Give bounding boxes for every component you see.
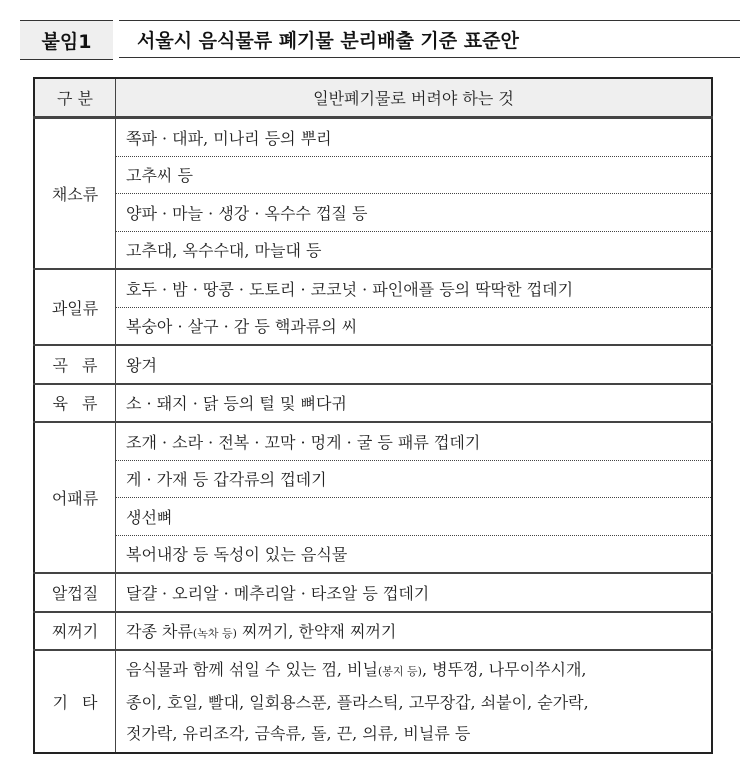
document-title-bar: [20, 20, 720, 60]
table-cell-item: 조개 · 소라 · 전복 · 꼬막 · 멍게 · 굴 등 패류 껍데기: [116, 422, 713, 460]
item-note: (녹차 등): [192, 627, 237, 641]
item-text: 음식물과 함께 섞일 수 있는 껌, 비닐: [126, 660, 378, 679]
table-cell-item: 복숭아 · 살구 · 감 등 핵과류의 씨: [116, 307, 713, 345]
table-row: [34, 118, 712, 157]
table-row: [34, 535, 712, 573]
category-grains: 곡류: [34, 345, 116, 384]
item-line: 젓가락, 유리조각, 금속류, 돌, 끈, 의류, 비닐류 등: [126, 724, 471, 743]
table-cell-item: 고추대, 옥수수대, 마늘대 등: [116, 231, 713, 269]
table-row: [34, 650, 712, 753]
table-row: [34, 612, 712, 651]
item-text: 찌꺼기, 한약재 찌꺼기: [236, 622, 397, 642]
table-row: [34, 460, 712, 498]
item-line: [126, 654, 711, 687]
category-seafood: 어패류: [34, 422, 116, 573]
table-row: [34, 231, 712, 269]
table-row: [34, 307, 712, 345]
table-cell-item: 양파 · 마늘 · 생강 · 옥수수 껍질 등: [116, 194, 713, 232]
table-header-row: [34, 78, 712, 118]
table-row: [34, 384, 712, 423]
table-row: [34, 498, 712, 536]
item-line: 종이, 호일, 빨대, 일회용스푼, 플라스틱, 고무장갑, 쇠붙이, 숟가락,: [126, 693, 589, 712]
header-category: 구 분: [34, 78, 116, 118]
table-cell-item: 왕겨: [116, 345, 713, 384]
table-row: [34, 194, 712, 232]
table-row: [34, 269, 712, 307]
category-fruits: 과일류: [34, 269, 116, 345]
document-title: 서울시 음식물류 폐기물 분리배출 기준 표준안: [119, 20, 740, 58]
table-cell-item: 복어내장 등 독성이 있는 음식물: [116, 535, 713, 573]
table-cell-item: 달걀 · 오리알 · 메추리알 · 타조알 등 껍데기: [116, 573, 713, 612]
category-meat: 육류: [34, 384, 116, 423]
header-general-waste-items: 일반폐기물로 버려야 하는 것: [116, 78, 713, 118]
disposal-standard-table: [33, 77, 713, 754]
table-cell-item: [116, 650, 713, 753]
category-other: 기타: [34, 650, 116, 753]
table-row: [34, 345, 712, 384]
item-note: (봉지 등): [378, 665, 422, 678]
category-eggshell: 알껍질: [34, 573, 116, 612]
table-cell-item: 소 · 돼지 · 닭 등의 털 및 뼈다귀: [116, 384, 713, 423]
category-residue: 찌꺼기: [34, 612, 116, 651]
table-cell-item: 고추씨 등: [116, 156, 713, 194]
item-text: , 병뚜껑, 나무이쑤시개,: [421, 660, 587, 679]
attachment-label: 붙임1: [20, 20, 113, 60]
table-cell-item: 호두 · 밤 · 땅콩 · 도토리 · 코코넛 · 파인애플 등의 딱딱한 껍데기: [116, 269, 713, 307]
table-cell-item: [116, 612, 713, 651]
table-row: [34, 156, 712, 194]
table-row: [34, 422, 712, 460]
category-vegetables: 채소류: [34, 118, 116, 270]
table-cell-item: 게 · 가재 등 갑각류의 껍데기: [116, 460, 713, 498]
table-cell-item: 생선뼈: [116, 498, 713, 536]
item-text: 각종 차류: [126, 622, 193, 642]
table-row: [34, 573, 712, 612]
table-cell-item: 쪽파 · 대파, 미나리 등의 뿌리: [116, 118, 713, 157]
